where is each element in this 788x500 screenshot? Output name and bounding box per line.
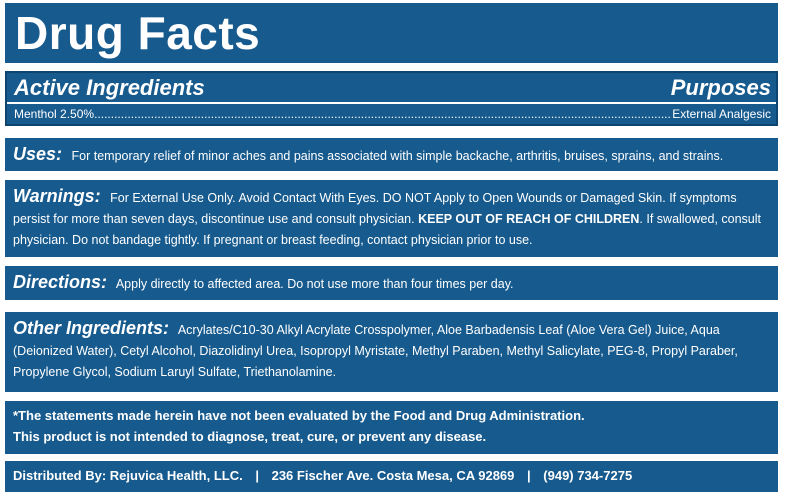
warnings-text: For External Use Only. Avoid Contact With Eyes. DO NOT Apply to Open Wounds or Damaged Skin. If symptoms persist for more than seven days, discontinue use and consult physician. [13,191,737,226]
statement-panel [5,401,778,454]
ingredient-row [14,107,771,121]
warnings-heading: Warnings: [13,186,101,206]
warnings-panel [5,180,778,257]
active-ingredients-header [14,75,771,101]
page-title: Drug Facts [15,7,261,59]
distributor-phone: (949) 734-7275 [543,468,633,483]
warnings-bold-text: KEEP OUT OF REACH OF CHILDREN [418,212,640,226]
dot-leader [94,107,672,121]
uses-text: For temporary relief of minor aches and pains associated with simple backache, arthritis, bruises, sprains, and strains. [71,149,724,163]
title-panel [5,3,778,63]
other-ingredients-panel [5,312,778,392]
uses-panel [5,138,778,171]
warnings-text-continued: . If swallowed, consult physician. Do not bandage tightly. If pregnant or breast feeding, contact physician prior to use. [13,212,762,247]
active-ingredients-panel [5,71,778,126]
separator: | [527,468,531,483]
distributor-address: 236 Fischer Ave. Costa Mesa, CA 92869 [271,468,515,483]
statement-line-2: This product is not intended to diagnose, treat, cure, or prevent any disease. [13,429,487,444]
distributor-panel [5,461,778,492]
separator: | [255,468,259,483]
ingredient-purpose: External Analgesic [672,107,771,121]
directions-heading: Directions: [13,272,108,292]
directions-panel [5,266,778,300]
statement-line-1: *The statements made herein have not been evaluated by the Food and Drug Administration. [13,408,585,423]
active-ingredients-heading: Active Ingredients [14,75,205,100]
uses-heading: Uses: [13,144,63,164]
other-ingredients-text: Acrylates/C10-30 Alkyl Acrylate Crosspolymer, Aloe Barbadensis Leaf (Aloe Vera Gel) Juice, Aqua (Deionized Water), Cetyl Alcohol, Diazolidinyl Urea, Isopropyl Myristate, Methyl Paraben, Methyl Salicylate, PEG-8, Propyl Paraber, Propylene Glycol, Sodium Laruyl Sulfate, Triethanolamine. [13,323,738,379]
purposes-heading: Purposes [670,75,771,100]
ingredient-name: Menthol 2.50% [14,107,95,121]
divider [7,102,776,104]
distributor-name: Distributed By: Rejuvica Health, LLC. [13,468,243,483]
directions-text: Apply directly to affected area. Do not use more than four times per day. [115,277,514,291]
other-ingredients-heading: Other Ingredients: [13,318,170,338]
